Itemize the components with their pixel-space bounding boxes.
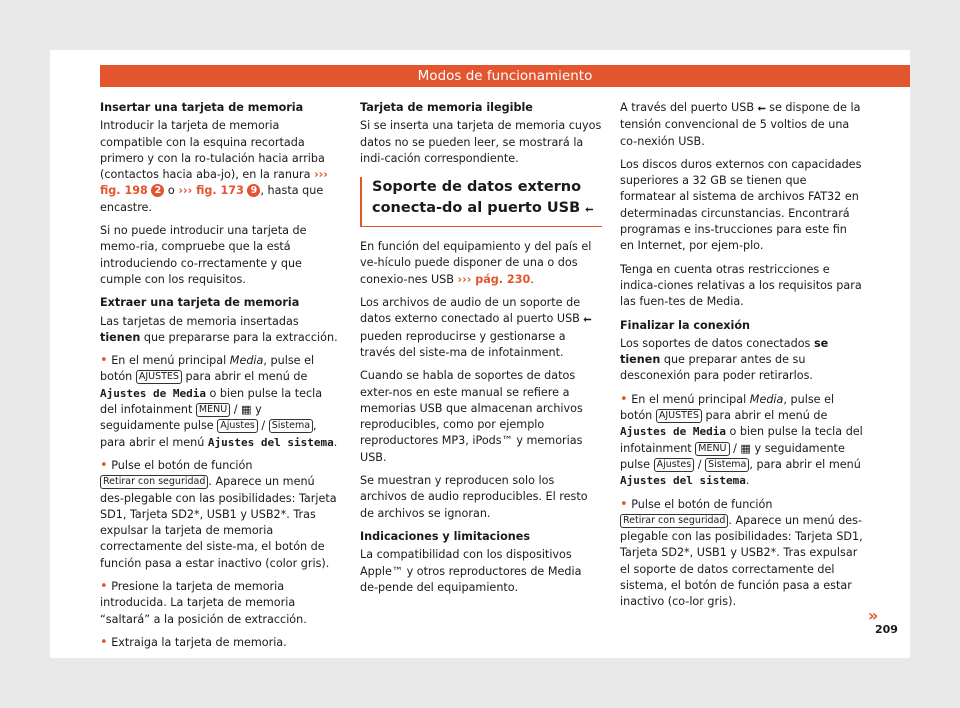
bullet-item (100, 579, 340, 628)
text: Pulse el botón de función (111, 458, 253, 472)
paragraph: Si no puede introducir una tarjeta de memo-ria, compruebe que la está introduciendo co-rrectamente y que cumple con los requisitos. (100, 224, 307, 286)
bullet-item (100, 635, 340, 651)
text: Los archivos de audio de un soporte de datos externo conectado al puerto USB (360, 296, 584, 326)
page-link[interactable]: ››› pág. 230 (457, 272, 531, 286)
continue-arrow: » (868, 606, 879, 625)
section-title: Soporte de datos externo conecta-do al puerto USB (372, 179, 582, 217)
bold-text: tienen (100, 330, 141, 344)
paragraph: Si se inserta una tarjeta de memoria cuyos datos no se pueden leer, se mostrará la indi-cación correspondiente. (360, 119, 602, 165)
text: Introducir la tarjeta de memoria compatible con la esquina recortada primero y con la ro-tulación hacia arriba (contactos hacia aba-jo), en la ranura (100, 119, 325, 182)
bullet-icon: • (100, 634, 108, 650)
text: , para abrir el menú (749, 457, 861, 471)
bullet-icon: • (100, 457, 108, 473)
column-2 (360, 100, 602, 603)
text: , hasta que encastre. (100, 184, 324, 214)
text: Extraiga la tarjeta de memoria. (111, 635, 287, 649)
bullet-icon: • (100, 579, 108, 595)
text: o (164, 184, 179, 198)
paragraph (100, 314, 340, 347)
menu-name: Ajustes de Media (620, 425, 726, 439)
paragraph (620, 336, 863, 385)
paragraph: La compatibilidad con los dispositivos Apple™ y otros reproductores de Media de-pende del equipamiento. (360, 548, 582, 594)
text: se dispone de la tensión convencional de 5 voltios de una co-nexión USB. (620, 101, 861, 148)
paragraph (360, 295, 602, 361)
usb-icon: ⭠ (585, 204, 594, 216)
paragraph (360, 239, 602, 288)
text: Presione la tarjeta de memoria introducida. La tarjeta de memoria “saltará” a la posición de extracción. (100, 580, 307, 626)
key-sistema: Sistema (269, 419, 313, 433)
bullet-item (100, 353, 340, 451)
key-retirar: Retirar con seguridad (620, 514, 728, 528)
bullet-item (620, 497, 863, 611)
text: . Aparece un menú des-plegable con las posibilidades: Tarjeta SD1, Tarjeta SD2*, USB1 y USB2*. Tras expulsar la tarjeta de memoria correctamente del siste-ma, el botón de función pasa a estar inactivo (color gris). (100, 475, 337, 570)
text: En el menú principal (111, 354, 230, 368)
text: , pulse el botón (100, 354, 315, 384)
text: , pulse el botón (620, 392, 835, 423)
text: Media (229, 354, 264, 368)
text: En el menú principal (631, 392, 750, 406)
heading-extract-card: Extraer una tarjeta de memoria (100, 296, 300, 310)
text: que prepararse para la extracción. (140, 330, 338, 344)
text: para abrir el menú de (701, 409, 828, 423)
text: Los soportes de datos conectados (620, 336, 814, 350)
key-sistema: Sistema (705, 458, 749, 472)
usb-icon: ⭠ (757, 103, 766, 114)
heading-limitations: Indicaciones y limitaciones (360, 529, 531, 543)
key-ajustes-2: Ajustes (217, 419, 258, 433)
text: pueden reproducirse y gestionarse a través del siste-ma de infotainment. (360, 329, 566, 359)
grid-icon: ▦ (740, 441, 751, 455)
text: / (230, 403, 242, 417)
page-number: 209 (875, 623, 898, 636)
text: o bien pulse la tecla del infotainment (620, 425, 863, 455)
heading-end-connection: Finalizar la conexión (620, 318, 750, 332)
menu-name: Ajustes del sistema (620, 474, 746, 488)
text: . (745, 474, 750, 488)
callout-number: 9 (247, 184, 260, 197)
text: A través del puerto USB (620, 101, 758, 114)
text: o bien pulse la tecla del infotainment (100, 386, 323, 417)
text: / (257, 419, 269, 433)
text: y seguidamente pulse (100, 403, 262, 433)
text: / (729, 441, 741, 455)
figure-link[interactable]: ››› fig. 173 (178, 184, 244, 198)
page-title: Modos de funcionamiento (100, 65, 910, 87)
text: Media (749, 392, 784, 406)
key-retirar: Retirar con seguridad (100, 475, 208, 489)
figure-link[interactable]: ››› fig. 198 (100, 168, 328, 198)
column-3 (620, 100, 863, 618)
menu-name: Ajustes de Media (100, 386, 206, 400)
usb-icon: ⭠ (583, 314, 592, 326)
column-1 (100, 100, 340, 658)
key-menu: MENU (196, 403, 230, 417)
bullet-icon: • (620, 496, 628, 512)
menu-name: Ajustes del sistema (207, 435, 334, 449)
paragraph: Se muestran y reproducen solo los archivos de audio reproducibles. El resto de archivos se ignoran. (360, 474, 588, 520)
bold-text: se tienen (620, 336, 829, 367)
bullet-item (100, 458, 340, 572)
paragraph: Cuando se habla de soportes de datos exter-nos en este manual se refiere a memorias USB que almacenan archivos reproducibles, como por ejemplo reproductores MP3, iPods™ y memorias USB. (360, 369, 583, 464)
text: . (333, 435, 338, 449)
text: . (530, 272, 534, 286)
paragraph: Los discos duros externos con capacidades superiores a 32 GB se tienen que formatear al sistema de archivos FAT32 en determinadas circunstancias. Encontrará programas e ins-trucciones para este fin en Internet, por ejem-plo. (620, 157, 862, 253)
text: , para abrir el menú (100, 419, 317, 449)
grid-icon: ▦ (241, 403, 252, 417)
key-ajustes-2: Ajustes (654, 458, 695, 472)
text: Las tarjetas de memoria insertadas (100, 314, 299, 328)
paragraph (100, 118, 340, 216)
key-ajustes: AJUSTES (656, 409, 702, 423)
text: para abrir el menú de (181, 370, 308, 384)
text: En función del equipamiento y del país el ve-hículo puede disponer de una o dos conexio-nes USB (360, 240, 592, 286)
heading-insert-card: Insertar una tarjeta de memoria (100, 101, 304, 114)
page (50, 50, 910, 658)
text: que preparar antes de su desconexión para poder retirarlos. (620, 353, 813, 383)
text: . Aparece un menú des-plegable con las posibilidades: Tarjeta SD1, Tarjeta SD2*, USB1 y USB2*. Tras expulsar el soporte de datos correctamente del sistema, el botón de función pasa a estar inactivo (co-lor gris). (620, 513, 863, 609)
text: / (694, 457, 706, 471)
bullet-icon: • (620, 391, 628, 407)
text: Pulse el botón de función (631, 497, 773, 511)
key-menu: MENU (695, 442, 729, 456)
key-ajustes: AJUSTES (136, 370, 182, 384)
paragraph (620, 100, 863, 150)
text: y seguidamente pulse (620, 441, 845, 471)
section-heading-usb (360, 177, 602, 227)
bullet-item (620, 392, 863, 490)
heading-unreadable-card: Tarjeta de memoria ilegible (360, 101, 533, 114)
paragraph: Tenga en cuenta otras restricciones e indica-ciones relativas a los requisitos para las fuen-tes de Media. (620, 262, 862, 309)
callout-number: 2 (151, 184, 164, 197)
bullet-icon: • (100, 353, 108, 369)
